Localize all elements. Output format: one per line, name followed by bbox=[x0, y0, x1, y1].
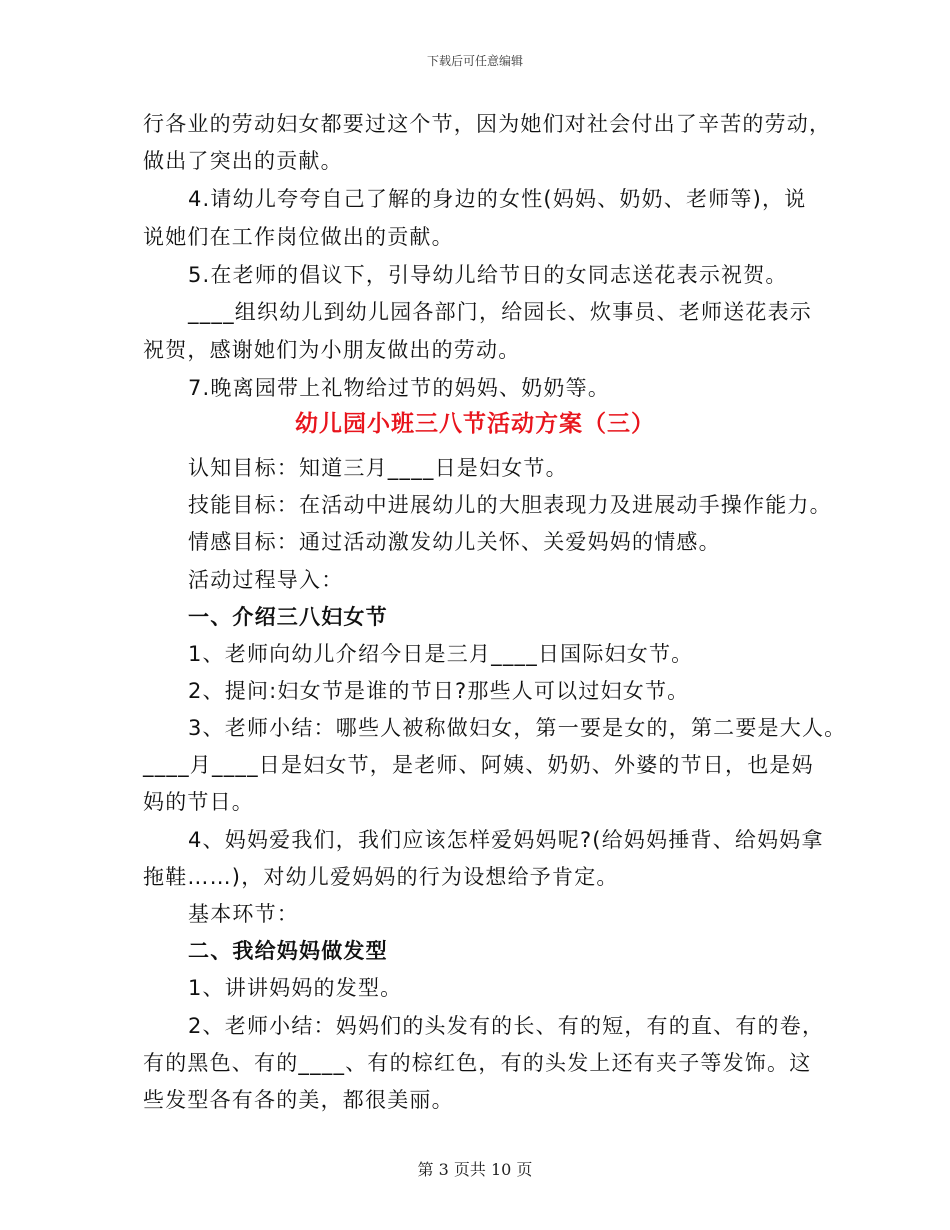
body-line: 有的黑色、有的____、有的棕红色，有的头发上还有夹子等发饰。这 bbox=[143, 1051, 812, 1075]
body-line: 些发型各有各的美，都很美丽。 bbox=[143, 1088, 454, 1112]
body-line: ____月____日是妇女节，是老师、阿姨、奶奶、外婆的节日，也是妈 bbox=[143, 753, 814, 777]
list-item-7: 7.晚离园带上礼物给过节的妈妈、奶奶等。 bbox=[188, 376, 611, 400]
list-item-5: 5.在老师的倡议下，引导幼儿给节日的女同志送花表示祝贺。 bbox=[188, 263, 788, 287]
page-footer: 第 3 页共 10 页 bbox=[417, 1160, 533, 1179]
list-item-3: 3、老师小结：哪些人被称做妇女，第一要是女的，第二要是大人。 bbox=[188, 716, 847, 740]
body-line: 行各业的劳动妇女都要过这个节，因为她们对社会付出了辛苦的劳动， bbox=[143, 112, 832, 136]
list-item-2: 2、提问:妇女节是谁的节日?那些人可以过妇女节。 bbox=[188, 679, 690, 703]
list-item-1b: 1、讲讲妈妈的发型。 bbox=[188, 976, 403, 1000]
body-line: 祝贺，感谢她们为小朋友做出的劳动。 bbox=[143, 338, 521, 362]
body-line: 拖鞋……)，对幼儿爱妈妈的行为设想给予肯定。 bbox=[143, 865, 619, 889]
section-title: 幼儿园小班三八节活动方案（三） bbox=[295, 411, 655, 437]
body-line: 做出了突出的贡献。 bbox=[143, 149, 343, 173]
goal-emotion: 情感目标：通过活动激发幼儿关怀、关爱妈妈的情感。 bbox=[188, 530, 721, 554]
page-header: 下载后可任意编辑 bbox=[426, 54, 523, 68]
body-line: 妈的节日。 bbox=[143, 790, 254, 814]
basic-section-label: 基本环节： bbox=[188, 902, 299, 926]
heading-part-two: 二、我给妈妈做发型 bbox=[188, 939, 388, 963]
list-item-4: 4.请幼儿夸夸自己了解的身边的女性(妈妈、奶奶、老师等)，说 bbox=[188, 187, 807, 211]
goal-skill: 技能目标：在活动中进展幼儿的大胆表现力及进展动手操作能力。 bbox=[188, 493, 832, 517]
heading-part-one: 一、介绍三八妇女节 bbox=[188, 605, 388, 629]
list-item-2b: 2、老师小结：妈妈们的头发有的长、有的短，有的直、有的卷， bbox=[188, 1014, 825, 1038]
list-item-1: 1、老师向幼儿介绍今日是三月____日国际妇女节。 bbox=[188, 642, 694, 666]
goal-cognitive: 认知目标：知道三月____日是妇女节。 bbox=[188, 456, 568, 480]
body-line: 说她们在工作岗位做出的贡献。 bbox=[143, 225, 454, 249]
list-item-4b: 4、妈妈爱我们，我们应该怎样爱妈妈呢?(给妈妈捶背、给妈妈拿 bbox=[188, 828, 824, 852]
list-item-6: ____组织幼儿到幼儿园各部门，给园长、炊事员、老师送花表示 bbox=[188, 300, 812, 324]
process-intro-label: 活动过程导入： bbox=[188, 568, 344, 592]
